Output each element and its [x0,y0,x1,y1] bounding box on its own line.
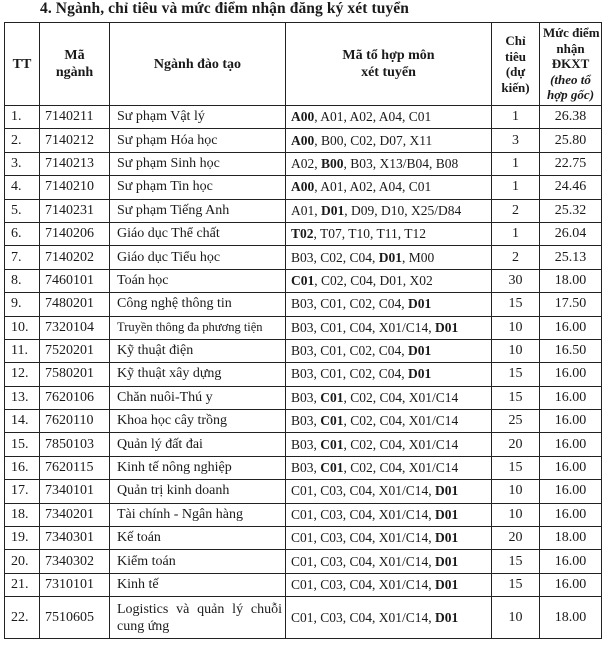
major-name: Công nghệ thông tin [110,293,286,316]
table-row [5,176,602,199]
major-code: 7310101 [40,573,110,596]
major-code: 7340101 [40,480,110,503]
row-number: 12. [5,363,40,386]
subject-combinations [286,106,492,129]
major-name: Sư phạm Hóa học [110,129,286,152]
header-score-line: (theo tổ [550,71,591,87]
major-code: 7140212 [40,129,110,152]
combination-codes: B03, C01, C02, C04, [291,366,409,382]
subject-combinations [286,573,492,596]
combination-codes: , C02, C04, X01/C14 [343,389,459,405]
combination-codes: , M00 [402,249,435,265]
subject-combinations [286,597,492,639]
min-score: 24.46 [540,176,602,199]
major-code: 7520201 [40,339,110,362]
combination-code-primary: D01 [435,577,459,592]
min-score: 18.00 [540,269,602,292]
table-row [5,386,602,409]
table-row [5,246,602,269]
row-number: 10. [5,316,40,339]
table-row [5,503,602,526]
combination-codes: , T07, T10, T11, T12 [313,226,427,242]
header-quota-line: Chỉ [505,33,526,48]
quota: 3 [492,129,540,152]
subject-combinations [286,176,492,199]
quota: 10 [492,339,540,362]
header-combo [286,23,492,106]
min-score: 22.75 [540,152,602,175]
header-score-line: ĐKXT [551,56,590,72]
combination-code-primary: B00 [321,155,344,171]
major-name: Kiểm toán [110,550,286,573]
header-name: Ngành đào tạo [110,23,286,106]
major-name: Sư phạm Vật lý [110,106,286,129]
major-code: 7140206 [40,222,110,245]
combination-codes: B03, [291,436,321,452]
min-score: 16.00 [540,316,602,339]
row-number: 1. [5,106,40,129]
header-combo-line: xét tuyển [361,65,416,80]
combination-codes: , C02, C04, D01, X02 [314,272,433,288]
subject-combinations [286,386,492,409]
admission-table [4,22,602,639]
combination-codes: C01, C03, C04, X01/C14, [291,483,436,499]
table-row [5,480,602,503]
major-name: Quản lý đất đai [110,433,286,456]
combination-code-primary: D01 [408,343,432,359]
combination-code-primary: A00 [291,132,315,148]
combination-codes: , A01, A02, A04, C01 [314,179,432,195]
major-code: 7340301 [40,527,110,550]
combination-code-primary: C01 [320,436,344,452]
quota: 15 [492,363,540,386]
major-code: 7340201 [40,503,110,526]
table-row [5,527,602,550]
min-score: 16.00 [540,550,602,573]
table-row [5,293,602,316]
min-score: 18.00 [540,527,602,550]
combination-code-primary: D01 [435,553,459,569]
combination-code-primary: D01 [321,202,345,218]
min-score: 16.00 [540,410,602,433]
major-code: 7620106 [40,386,110,409]
subject-combinations [286,527,492,550]
major-code: 7140211 [40,106,110,129]
combination-codes: , B03, X13/B04, B08 [343,155,459,171]
major-code: 7320104 [40,316,110,339]
combination-codes: , B00, C02, D07, X11 [314,132,433,148]
subject-combinations [286,433,492,456]
row-number: 7. [5,246,40,269]
min-score: 26.38 [540,106,602,129]
table-row [5,339,602,362]
min-score: 16.00 [540,503,602,526]
quota: 10 [492,597,540,639]
table-header-row [5,23,602,106]
major-code: 7140231 [40,199,110,222]
combination-codes: , A01, A02, A04, C01 [314,109,432,125]
combination-code-primary: C01 [320,460,344,476]
major-code: 7140210 [40,176,110,199]
combination-codes: B03, C01, C02, C04, [291,343,409,359]
min-score: 25.32 [540,199,602,222]
subject-combinations [286,550,492,573]
min-score: 16.00 [540,573,602,596]
min-score: 16.00 [540,456,602,479]
table-row [5,316,602,339]
major-name: Toán học [110,269,286,292]
subject-combinations [286,152,492,175]
subject-combinations [286,503,492,526]
quota: 20 [492,433,540,456]
combination-codes: C01, C03, C04, X01/C14, [291,609,436,625]
row-number: 11. [5,339,40,362]
subject-combinations [286,363,492,386]
quota: 2 [492,246,540,269]
combination-code-primary: C01 [320,389,344,405]
major-name: Khoa học cây trồng [110,410,286,433]
major-code: 7620110 [40,410,110,433]
table-row [5,597,602,639]
major-code: 7620115 [40,456,110,479]
combination-codes: , C02, C04, X01/C14 [343,460,459,476]
table-row [5,573,602,596]
table-body [5,106,602,639]
major-name: Kỹ thuật điện [110,339,286,362]
combination-codes: B03, [291,413,321,429]
header-combo-line: Mã tổ hợp môn [342,48,435,63]
subject-combinations [286,199,492,222]
major-name: Sư phạm Tiếng Anh [110,199,286,222]
combination-codes: B03, C01, C04, X01/C14, [291,319,436,335]
subject-combinations [286,269,492,292]
header-quota-line: tiêu [505,48,526,64]
combination-codes: , C02, C04, X01/C14 [343,436,459,452]
combination-code-primary: A00 [291,179,315,195]
major-code: 7460101 [40,269,110,292]
table-row [5,410,602,433]
header-score-line: Mức điểm [543,25,600,41]
header-quota [492,23,540,106]
row-number: 21. [5,573,40,596]
table-row [5,222,602,245]
quota: 10 [492,503,540,526]
major-name: Sư phạm Tin học [110,176,286,199]
row-number: 2. [5,129,40,152]
combination-code-primary: D01 [408,366,432,382]
major-name: Truyền thông đa phương tiện [110,316,286,339]
combination-code-primary: D01 [408,296,432,312]
row-number: 9. [5,293,40,316]
major-name: Giáo dục Tiểu học [110,246,286,269]
row-number: 6. [5,222,40,245]
quota: 1 [492,106,540,129]
quota: 20 [492,527,540,550]
major-name: Chăn nuôi-Thú y [110,386,286,409]
major-name: Giáo dục Thể chất [110,222,286,245]
major-name: Kinh tế nông nghiệp [110,456,286,479]
quota: 1 [492,222,540,245]
combination-codes: C01, C03, C04, X01/C14, [291,553,436,569]
combination-code-primary: C01 [320,413,344,429]
header-quota-line: (dự [505,64,526,79]
header-score-line: hợp gốc) [546,87,595,103]
combination-codes: B03, [291,460,321,476]
combination-codes: C01, C03, C04, X01/C14, [291,577,436,592]
row-number: 16. [5,456,40,479]
quota: 15 [492,293,540,316]
min-score: 25.80 [540,129,602,152]
quota: 30 [492,269,540,292]
combination-code-primary: A00 [291,109,315,125]
major-code: 7140213 [40,152,110,175]
min-score: 25.13 [540,246,602,269]
quota: 15 [492,550,540,573]
row-number: 4. [5,176,40,199]
major-name: Sư phạm Sinh học [110,152,286,175]
combination-code-primary: D01 [378,249,403,265]
quota: 2 [492,199,540,222]
major-name: Quản trị kinh doanh [110,480,286,503]
document-title: 4. Ngành, chỉ tiêu và mức điểm nhận đăng ký xét tuyển [40,0,409,17]
table-row [5,129,602,152]
table-row [5,433,602,456]
quota: 15 [492,573,540,596]
major-code: 7480201 [40,293,110,316]
subject-combinations [286,222,492,245]
combination-codes: B03, C01, C02, C04, [291,296,409,312]
major-name: Logistics và quản lý chuỗi cung ứng [110,597,286,639]
combination-codes: , D09, D10, X25/D84 [344,202,462,218]
row-number: 22. [5,597,40,639]
major-name: Kỹ thuật xây dựng [110,363,286,386]
quota: 10 [492,480,540,503]
table-row [5,199,602,222]
header-quota-line: kiến) [501,79,530,95]
quota: 15 [492,456,540,479]
min-score: 26.04 [540,222,602,245]
min-score: 17.50 [540,293,602,316]
min-score: 16.00 [540,386,602,409]
header-code-line: ngành [55,65,94,80]
major-code: 7510605 [40,597,110,639]
subject-combinations [286,246,492,269]
combination-codes: B03, C02, C04, [291,249,379,265]
subject-combinations [286,410,492,433]
subject-combinations [286,339,492,362]
combination-code-primary: D01 [435,609,459,625]
min-score: 16.00 [540,363,602,386]
quota: 15 [492,386,540,409]
min-score: 16.50 [540,339,602,362]
row-number: 3. [5,152,40,175]
combination-codes: A02, [291,155,321,171]
combination-code-primary: C01 [291,272,315,288]
quota: 1 [492,152,540,175]
row-number: 8. [5,269,40,292]
row-number: 19. [5,527,40,550]
row-number: 17. [5,480,40,503]
table-row [5,456,602,479]
subject-combinations [286,316,492,339]
header-tt: TT [5,23,40,106]
major-code: 7580201 [40,363,110,386]
quota: 10 [492,316,540,339]
row-number: 15. [5,433,40,456]
row-number: 5. [5,199,40,222]
subject-combinations [286,129,492,152]
subject-combinations [286,456,492,479]
table-row [5,363,602,386]
major-code: 7140202 [40,246,110,269]
row-number: 13. [5,386,40,409]
subject-combinations [286,480,492,503]
header-score-line: nhận [556,40,585,56]
table-row [5,269,602,292]
major-code: 7340302 [40,550,110,573]
table-row [5,152,602,175]
min-score: 16.00 [540,480,602,503]
table-row [5,550,602,573]
subject-combinations [286,293,492,316]
combination-code-primary: D01 [435,483,459,499]
quota: 1 [492,176,540,199]
major-code: 7850103 [40,433,110,456]
major-name: Tài chính - Ngân hàng [110,503,286,526]
combination-code-primary: D01 [435,530,459,546]
combination-code-primary: D01 [435,319,459,335]
header-code-line: Mã [64,48,85,63]
combination-codes: A01, [291,202,321,218]
quota: 25 [492,410,540,433]
major-name: Kinh tế [110,573,286,596]
header-code [40,23,110,106]
combination-codes: C01, C03, C04, X01/C14, [291,530,436,546]
row-number: 20. [5,550,40,573]
min-score: 18.00 [540,597,602,639]
min-score: 16.00 [540,433,602,456]
row-number: 18. [5,503,40,526]
combination-codes: C01, C03, C04, X01/C14, [291,506,436,522]
combination-codes: , C02, C04, X01/C14 [343,413,459,429]
combination-codes: B03, [291,389,321,405]
row-number: 14. [5,410,40,433]
table-row [5,106,602,129]
combination-code-primary: D01 [435,506,459,522]
major-name: Kế toán [110,527,286,550]
combination-code-primary: T02 [291,226,314,242]
header-score [540,23,602,106]
